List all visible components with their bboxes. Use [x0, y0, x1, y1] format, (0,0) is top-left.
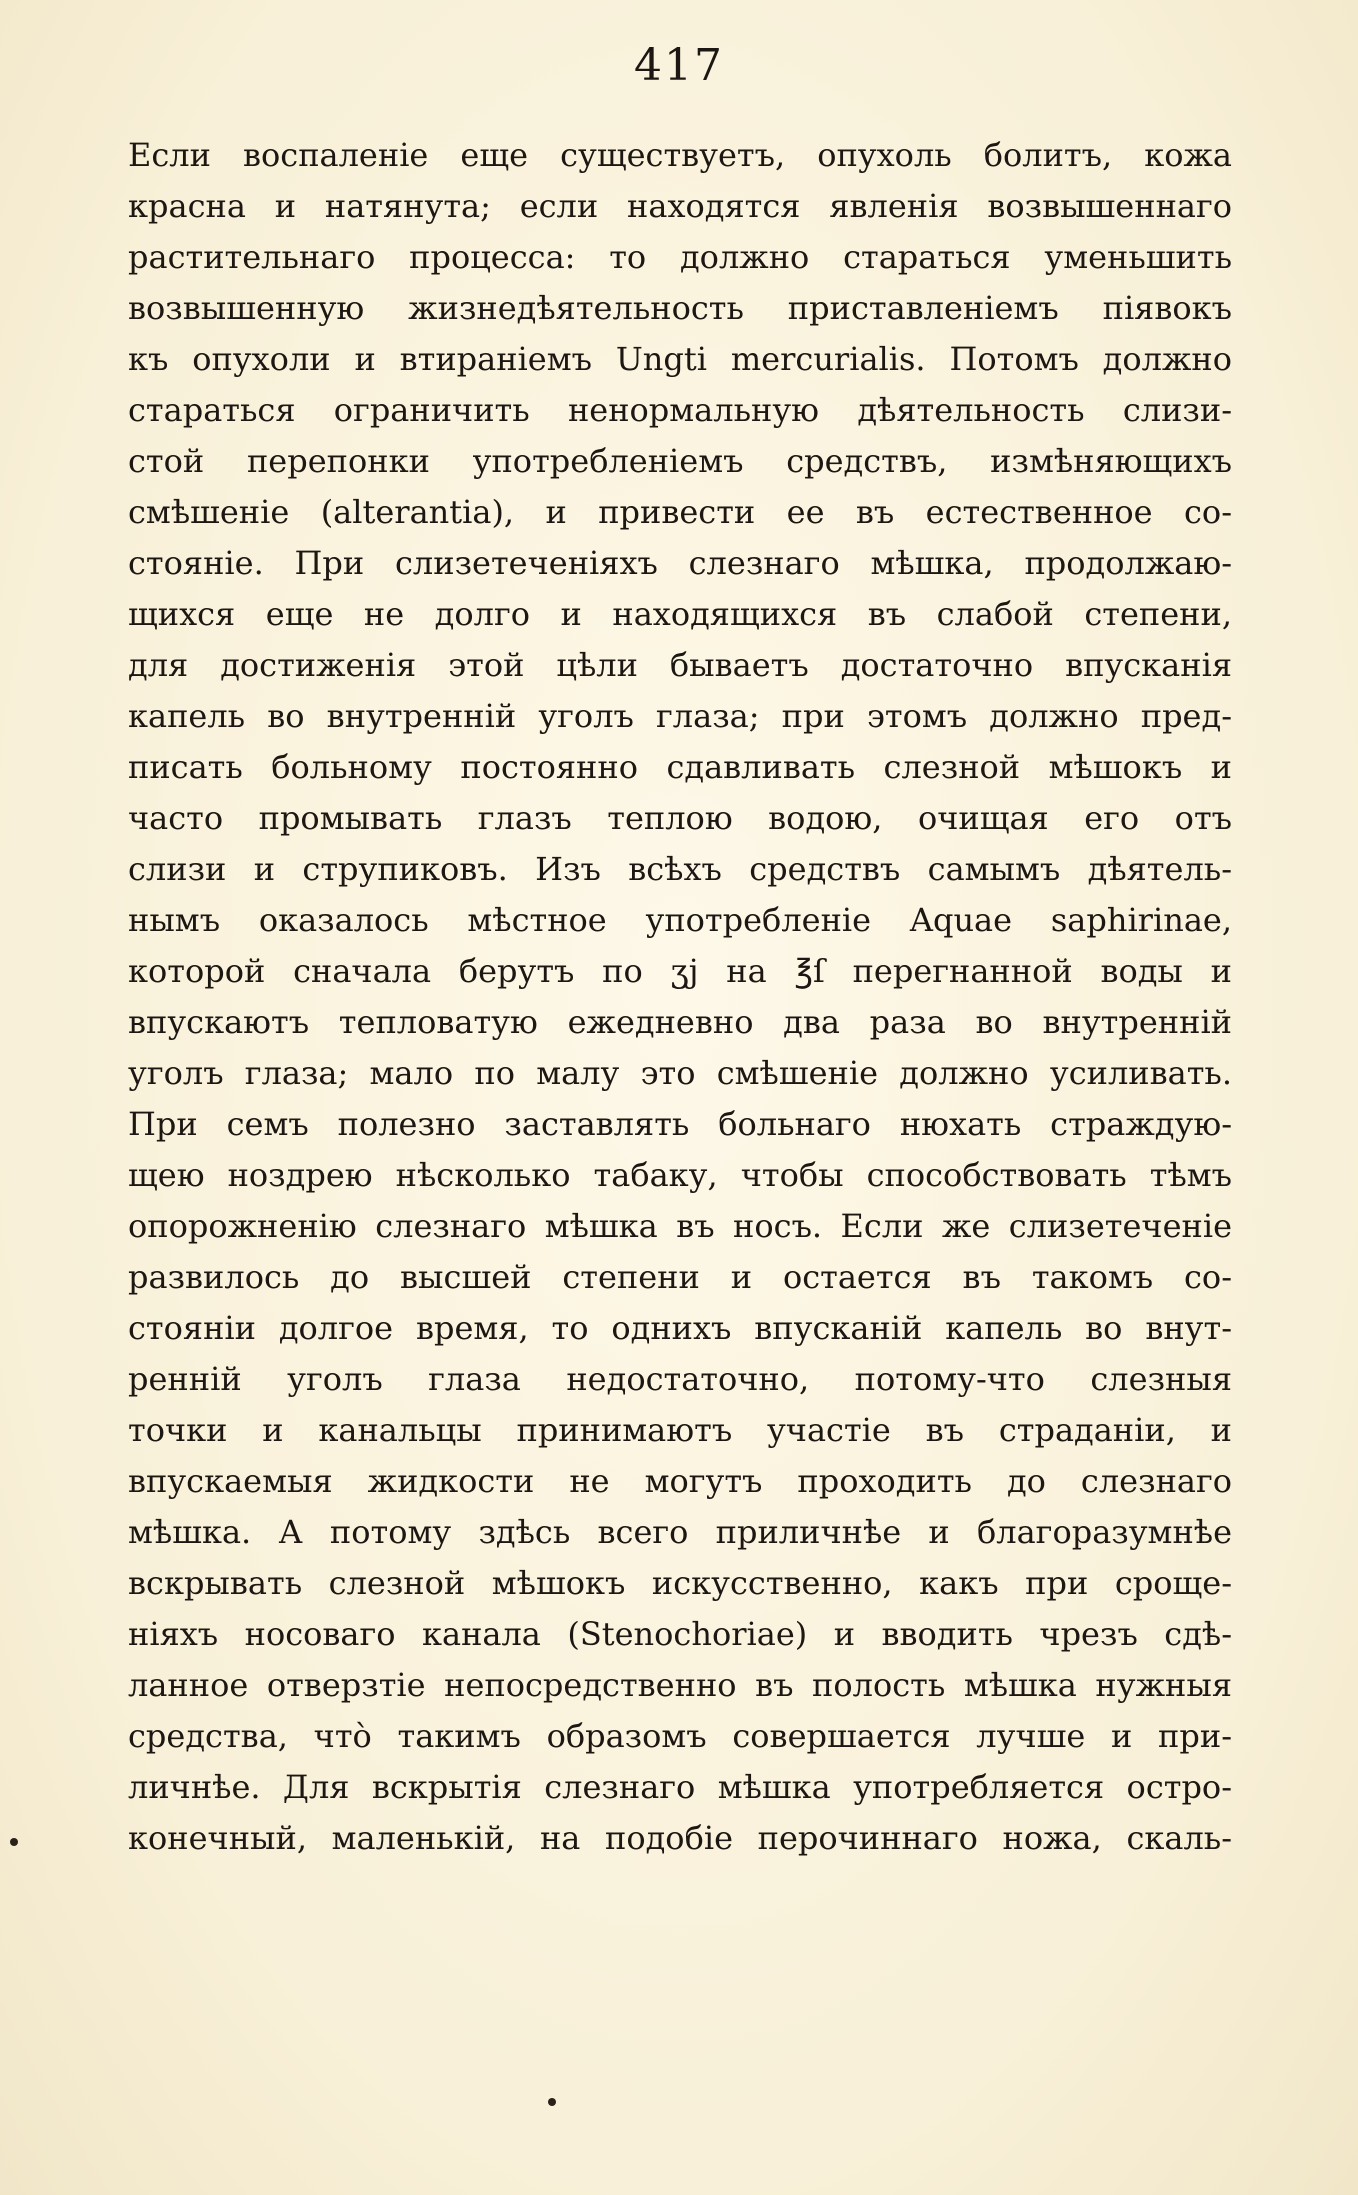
text-line: стой перепонки употребленіемъ средствъ, измѣняющихъ — [128, 442, 1232, 480]
text-line: Если воспаленіе еще существуетъ, опухоль болитъ, кожа — [128, 136, 1232, 174]
text-line: капель во внутренній уголъ глаза; при этомъ должно пред- — [128, 697, 1232, 735]
page-number: 417 — [634, 40, 724, 91]
text-line: стояніи долгое время, то однихъ впусканій капель во внут- — [128, 1309, 1232, 1347]
text-line: ланное отверзтіе непосредственно въ полость мѣшка нужныя — [128, 1666, 1232, 1704]
text-line: ніяхъ носоваго канала (Stenochoriae) и вводить чрезъ сдѣ- — [128, 1615, 1232, 1653]
text-line: ренній уголъ глаза недостаточно, потому-что слезныя — [128, 1360, 1232, 1398]
text-line: мѣшка. А потому здѣсь всего приличнѣе и благоразумнѣе — [128, 1513, 1232, 1551]
text-line: писать больному постоянно сдавливать слезной мѣшокъ и — [128, 748, 1232, 786]
text-line: къ опухоли и втираніемъ Ungti mercurialis. Потомъ должно — [128, 340, 1232, 378]
text-line: развилось до высшей степени и остается въ такомъ со- — [128, 1258, 1232, 1296]
text-line: стояніе. При слизетеченіяхъ слезнаго мѣшка, продолжаю- — [128, 544, 1232, 582]
text-line: конечный, маленькій, на подобіе перочиннаго ножа, скаль- — [128, 1819, 1232, 1857]
text-line: точки и канальцы принимаютъ участіе въ страданіи, и — [128, 1411, 1232, 1449]
text-line: смѣшеніе (alterantia), и привести ее въ естественное со- — [128, 493, 1232, 531]
text-line: нымъ оказалось мѣстное употребленіе Aquae saphirinae, — [128, 901, 1232, 939]
text-line: часто промывать глазъ теплою водою, очищая его отъ — [128, 799, 1232, 837]
text-line: щею ноздрею нѣсколько табаку, чтобы способствовать тѣмъ — [128, 1156, 1232, 1194]
text-line: щихся еще не долго и находящихся въ слабой степени, — [128, 595, 1232, 633]
ink-speck — [10, 1838, 18, 1846]
text-line: впускаютъ тепловатую ежедневно два раза во внутренній — [128, 1003, 1232, 1041]
text-line: стараться ограничить ненормальную дѣятельность слизи- — [128, 391, 1232, 429]
page-text — [128, 130, 1232, 1864]
text-line: вскрывать слезной мѣшокъ искусственно, какъ при срощe- — [128, 1564, 1232, 1602]
ink-speck — [548, 2098, 556, 2106]
text-line: уголъ глаза; мало по малу это смѣшеніе должно усиливать. — [128, 1054, 1232, 1092]
text-line: красна и натянута; если находятся явленія возвышеннаго — [128, 187, 1232, 225]
text-line: впускаемыя жидкости не могутъ проходить до слезнаго — [128, 1462, 1232, 1500]
text-line: растительнаго процесса: то должно стараться уменьшить — [128, 238, 1232, 276]
text-line: опорожненію слезнаго мѣшка въ носъ. Если же слизетеченіе — [128, 1207, 1232, 1245]
text-line: личнѣе. Для вскрытія слезнаго мѣшка употребляется остро- — [128, 1768, 1232, 1806]
text-line: При семъ полезно заставлять больнаго нюхать страждую- — [128, 1105, 1232, 1143]
text-line: слизи и струпиковъ. Изъ всѣхъ средствъ самымъ дѣятель- — [128, 850, 1232, 888]
text-line: которой сначала берутъ по ʒj на ℥ſ перегнанной воды и — [128, 952, 1232, 990]
text-line: средства, что̀ такимъ образомъ совершается лучше и при- — [128, 1717, 1232, 1755]
text-line: возвышенную жизнедѣятельность приставленіемъ піявокъ — [128, 289, 1232, 327]
text-line: для достиженія этой цѣли бываетъ достаточно впусканія — [128, 646, 1232, 684]
